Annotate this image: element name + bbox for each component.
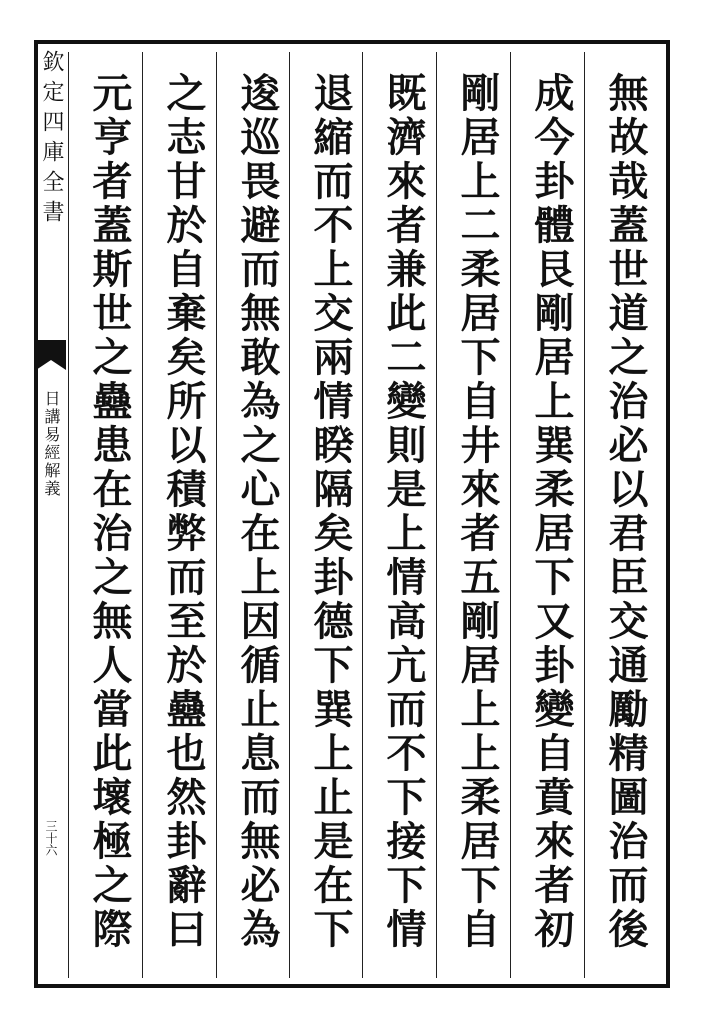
text-column-8: 元亨者蓋斯世之蠱患在治之無人當此壞極之際 [86, 72, 133, 952]
fish-tail-mark-icon [36, 340, 66, 370]
text-column-5: 退縮而不上交兩情睽隔矣卦德下巽上止是在下 [307, 72, 354, 952]
collection-title: 欽定四庫全書 [39, 50, 64, 230]
text-column-6: 逡巡畏避而無敢為之心在上因循止息而無必為 [234, 72, 281, 952]
page-number: 三十六 [44, 820, 58, 856]
text-column-7: 之志甘於自棄矣所以積弊而至於蠱也然卦辭曰 [160, 72, 207, 952]
book-title: 日講易經解義 [42, 390, 61, 498]
text-column-2: 成今卦體艮剛居上巽柔居下又卦變自賁來者初 [528, 72, 575, 952]
column-rule [68, 52, 69, 978]
text-column-1: 無故哉蓋世道之治必以君臣交通勵精圖治而後 [602, 72, 649, 952]
text-column-4: 既濟來者兼此二變則是上情高亢而不下接下情 [380, 72, 427, 952]
text-column-3: 剛居上二柔居下自井來者五剛居上上柔居下自 [454, 72, 501, 952]
left-margin [34, 40, 68, 988]
